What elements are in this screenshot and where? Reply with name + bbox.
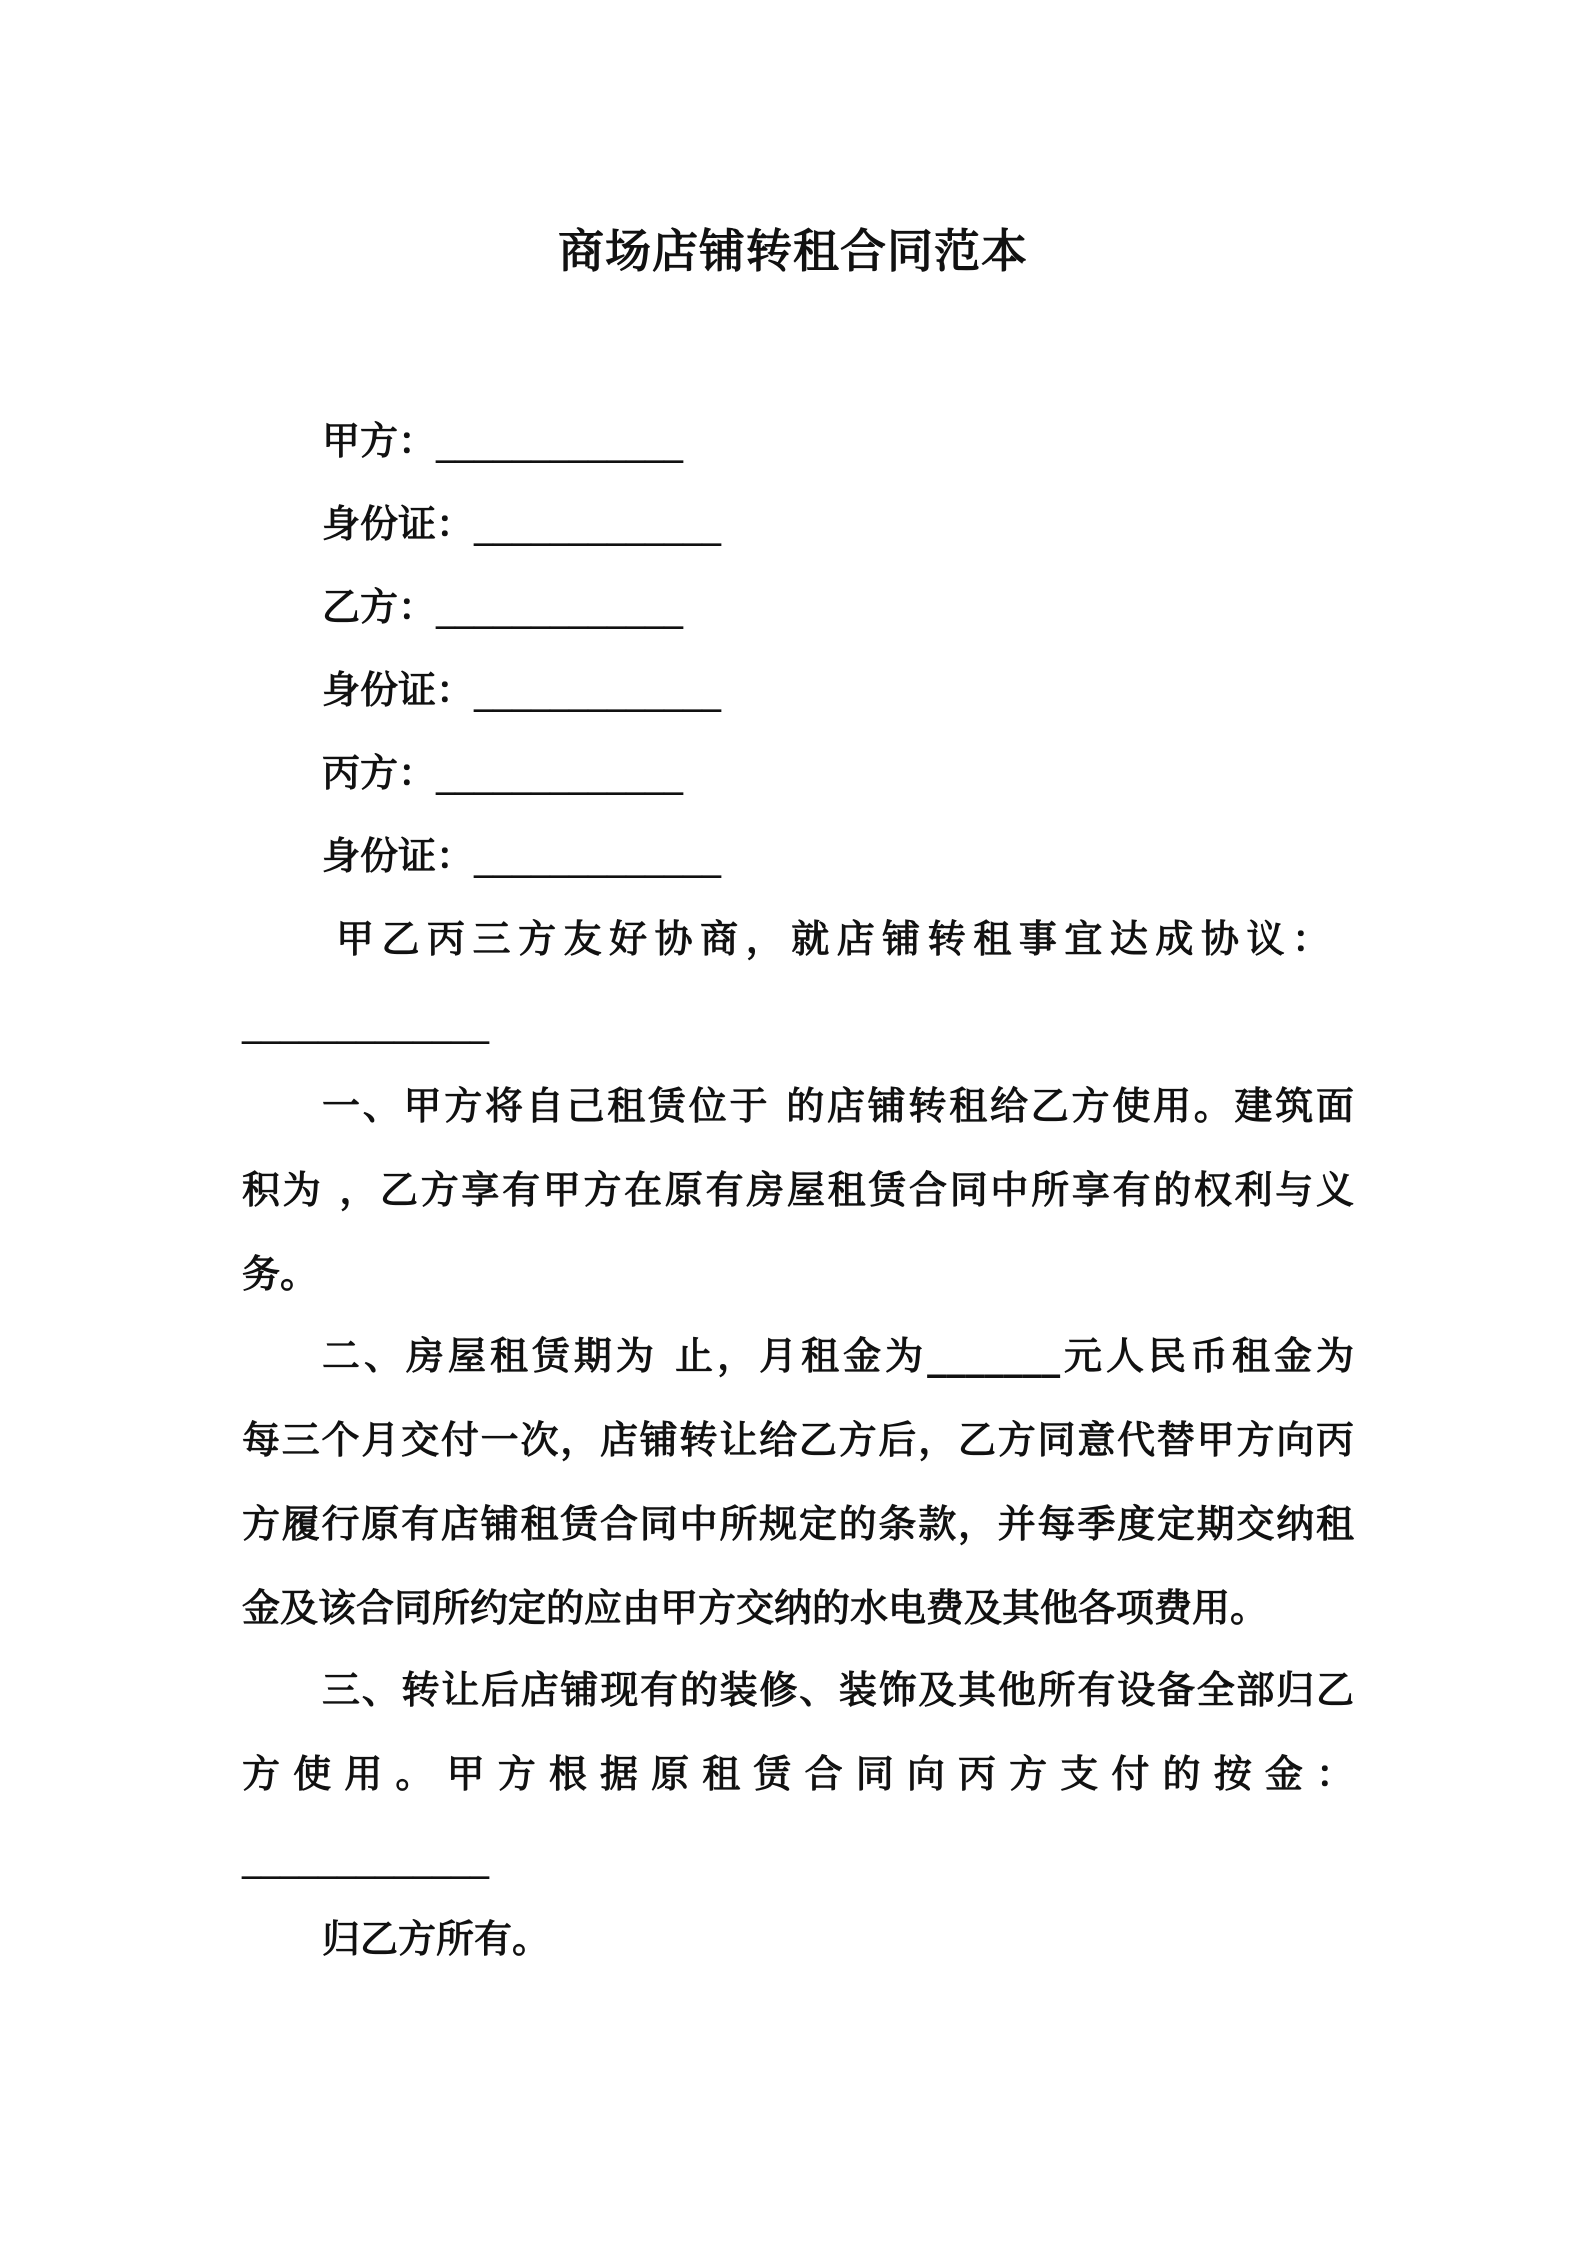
party-a-row bbox=[322, 410, 683, 465]
party-a-id-row bbox=[322, 493, 721, 548]
party-a-id-label: 身份证： bbox=[322, 502, 475, 546]
clause-3 bbox=[242, 1648, 1354, 1816]
party-b-id-row bbox=[322, 659, 721, 714]
party-b-row bbox=[322, 576, 683, 631]
party-c-blank: _____________ bbox=[436, 751, 684, 795]
party-b-id-label: 身份证： bbox=[322, 668, 475, 712]
party-c-id-row bbox=[322, 825, 721, 880]
clause-2-line-3: 方履行原有店铺租赁合同中所规定的条款，并每季度定期交纳租 bbox=[242, 1502, 1354, 1546]
party-c-row bbox=[322, 742, 683, 797]
party-a-blank: _____________ bbox=[436, 419, 684, 463]
intro-text: 甲乙丙三方友好协商，就店铺转租事宜达成协议： bbox=[336, 917, 1330, 961]
clause-1-line-3: 务。 bbox=[242, 1252, 319, 1296]
document-title: 商场店铺转租合同范本 bbox=[558, 224, 1028, 278]
party-c-id-label: 身份证： bbox=[322, 834, 475, 878]
clause-3-blank: _____________ bbox=[242, 1835, 489, 1879]
clause-2-line-4: 金及该合同所约定的应由甲方交纳的水电费及其他各项费用。 bbox=[242, 1586, 1269, 1630]
party-c-label: 丙方： bbox=[322, 751, 437, 795]
clause-2-line-1: 二、房屋租赁期为 止，月租金为_______元人民币租金为 bbox=[322, 1334, 1354, 1378]
clause-3-line-1: 三、转让后店铺现有的装修、装饰及其他所有设备全部归乙 bbox=[322, 1668, 1354, 1712]
clause-3-line-2: 方使用。甲方根据原租赁合同向丙方支付的按金： bbox=[242, 1752, 1354, 1796]
clause-2-line-2: 每三个月交付一次，店铺转让给乙方后，乙方同意代替甲方向丙 bbox=[242, 1418, 1354, 1462]
party-a-id-blank: _____________ bbox=[474, 502, 722, 546]
party-c-id-blank: _____________ bbox=[474, 834, 722, 878]
clause-3-end bbox=[242, 1897, 1354, 1981]
party-b-blank: _____________ bbox=[436, 585, 684, 629]
party-a-label: 甲方： bbox=[322, 419, 437, 463]
intro-blank: _____________ bbox=[242, 1000, 489, 1044]
clause-3-line-3: 归乙方所有。 bbox=[322, 1917, 551, 1961]
party-b-label: 乙方： bbox=[322, 585, 437, 629]
clause-1-line-1: 一、甲方将自己租赁位于 的店铺转租给乙方使用。建筑面 bbox=[322, 1084, 1354, 1128]
party-b-id-blank: _____________ bbox=[474, 668, 722, 712]
clause-2 bbox=[242, 1314, 1354, 1650]
clause-1 bbox=[242, 1064, 1354, 1316]
clause-1-line-2: 积为 ，乙方享有甲方在原有房屋租赁合同中所享有的权利与义 bbox=[242, 1168, 1354, 1212]
